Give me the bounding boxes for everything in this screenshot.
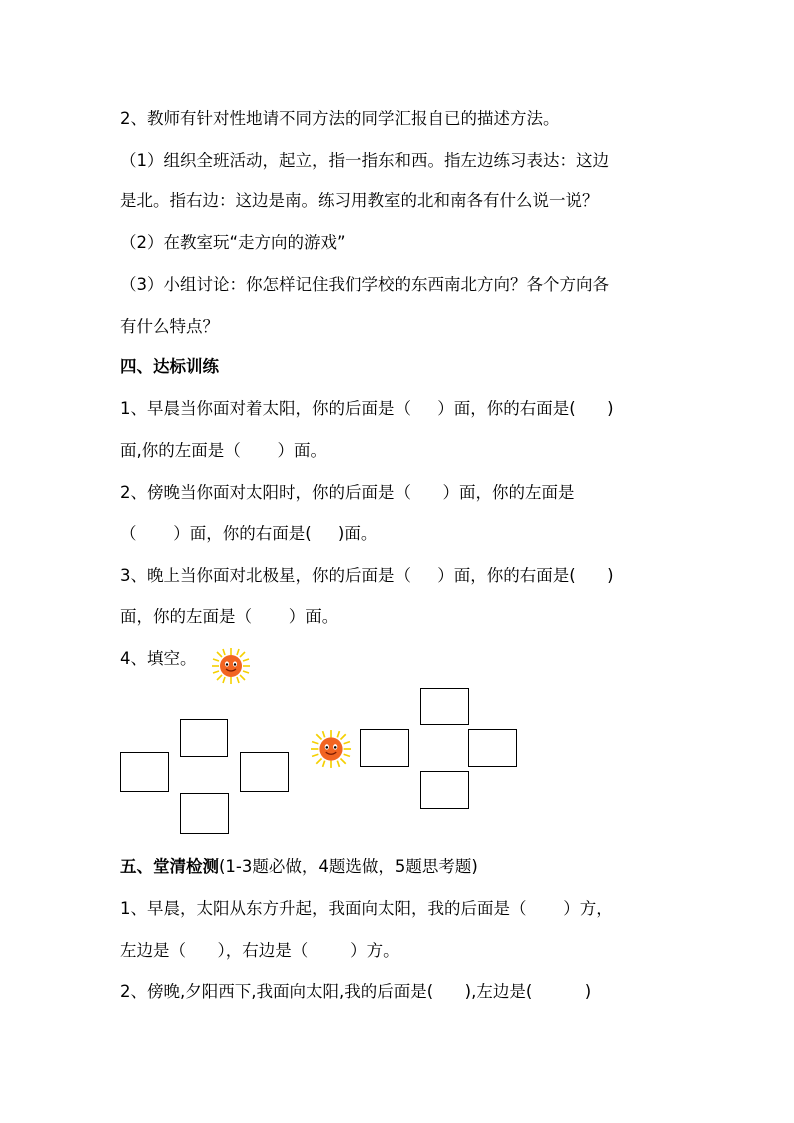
check-1-line-1: 1、早晨，太阳从东方升起，我面向太阳，我的后面是（ ）方，: [120, 899, 613, 918]
section-5-note: (1-3题必做，4题选做，5题思考题): [219, 857, 478, 876]
line-1: 2、教师有针对性地请不同方法的同学汇报自已的描述方法。: [120, 109, 560, 128]
check-1-line-2: 左边是（ ），右边是（ ）方。: [120, 941, 400, 960]
section-5-heading: 五、堂清检测: [120, 857, 219, 876]
sun-face-icon: [308, 729, 354, 769]
line-5: （3）小组讨论：你怎样记住我们学校的东西南北方向？各个方向各: [120, 275, 609, 294]
answer-box[interactable]: [180, 793, 229, 834]
line-3: 是北。指右边：这边是南。练习用教室的北和南各有什么说一说？: [120, 191, 599, 210]
question-4-label: 4、填空。: [120, 649, 197, 668]
question-3-line-2: 面，你的左面是（ ）面。: [120, 607, 339, 626]
question-3-line-1: 3、晚上当你面对北极星，你的后面是（ ）面，你的右面是( ): [120, 566, 614, 585]
answer-box[interactable]: [180, 719, 228, 757]
answer-box[interactable]: [468, 729, 517, 767]
answer-box[interactable]: [360, 729, 409, 767]
answer-box[interactable]: [240, 752, 289, 792]
answer-box[interactable]: [120, 752, 169, 792]
answer-box[interactable]: [420, 688, 469, 725]
question-1-line-2: 面,你的左面是（ ）面。: [120, 441, 327, 460]
question-2-line-2: （ ）面，你的右面是( )面。: [120, 524, 378, 543]
line-2: （1）组织全班活动，起立，指一指东和西。指左边练习表达：这边: [120, 151, 609, 170]
question-2-line-1: 2、傍晚当你面对太阳时，你的后面是（ ）面，你的左面是: [120, 483, 575, 502]
section-4-heading: 四、达标训练: [120, 357, 219, 376]
check-2-line-1: 2、傍晚,夕阳西下,我面向太阳,我的后面是( ),左边是( ): [120, 982, 592, 1001]
section-5-heading-row: [120, 856, 478, 878]
line-6: 有什么特点？: [120, 317, 219, 336]
line-4: （2）在教室玩“走方向的游戏”: [120, 233, 346, 252]
question-1-line-1: 1、早晨当你面对着太阳，你的后面是（ ）面，你的右面是( ): [120, 399, 614, 418]
sun-face-icon: [211, 647, 251, 685]
answer-box[interactable]: [420, 771, 469, 809]
